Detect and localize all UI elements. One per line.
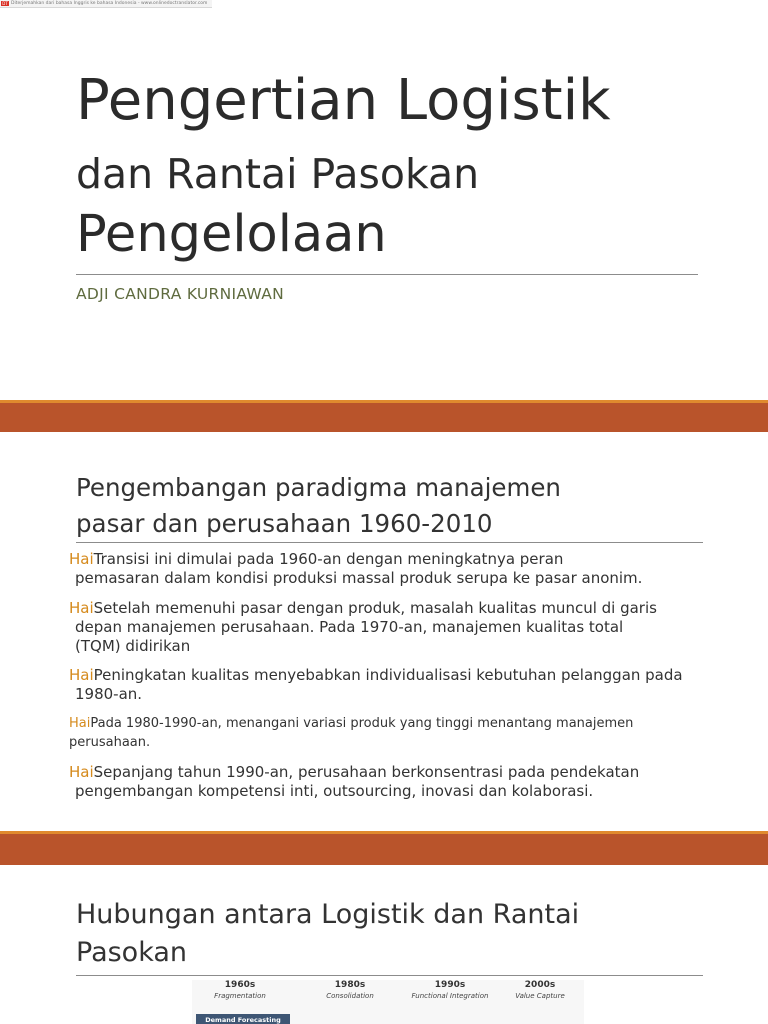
slide3-heading-line2: Pasokan <box>76 937 188 968</box>
timeline-label: Value Capture <box>515 992 565 1000</box>
timeline-year: 2000s <box>524 980 556 990</box>
translator-banner[interactable] <box>0 0 212 8</box>
bullet-item <box>69 714 709 752</box>
timeline-era <box>500 980 580 1001</box>
timeline-label: Fragmentation <box>214 992 266 1000</box>
bullet-item <box>69 763 709 801</box>
translator-banner-text: Diterjemahkan dari bahasa Inggris ke bahasa Indonesia - www.onlinedoctranslator.com <box>11 1 208 6</box>
slide-separator <box>0 400 768 432</box>
slide2-heading-line2: pasar dan perusahaan 1960-2010 <box>76 509 493 538</box>
bullet-continuation: pengembangan kompetensi inti, outsourcing, inovasi dan kolaborasi. <box>75 782 594 800</box>
timeline-era <box>410 980 490 1001</box>
bullet-text: Pada 1980-1990-an, menangani variasi produk yang tinggi menantang manajemen <box>90 716 634 731</box>
bullet-marker: Hai <box>69 716 91 731</box>
slide1-divider <box>76 274 698 275</box>
slide2-divider <box>76 542 703 543</box>
bullet-continuation: pemasaran dalam kondisi produksi massal produk serupa ke pasar anonim. <box>75 569 643 587</box>
bullet-marker: Hai <box>69 599 94 617</box>
timeline-year: 1990s <box>434 980 466 990</box>
bullet-text: Setelah memenuhi pasar dengan produk, masalah kualitas muncul di garis <box>93 599 657 617</box>
slide3-divider <box>76 975 703 976</box>
timeline-figure <box>192 980 584 1024</box>
bullet-continuation: (TQM) didirikan <box>75 637 191 655</box>
slide3-heading <box>76 896 579 972</box>
bullet-text: Transisi ini dimulai pada 1960-an dengan meningkatnya peran <box>93 550 564 568</box>
timeline-year: 1960s <box>224 980 256 990</box>
bullet-item <box>69 599 709 656</box>
slide-separator <box>0 831 768 865</box>
slide1-author: ADJI CANDRA KURNIAWAN <box>76 285 284 303</box>
bullet-marker: Hai <box>69 763 94 781</box>
slide2-heading <box>76 470 561 542</box>
bullet-item <box>69 666 709 704</box>
timeline-era <box>200 980 280 1001</box>
slide1-subtitle-line2: Pengelolaan <box>76 205 387 264</box>
bullet-text: Peningkatan kualitas menyebabkan individualisasi kebutuhan pelanggan pada <box>93 666 683 684</box>
timeline-year: 1980s <box>334 980 366 990</box>
timeline-label: Functional Integration <box>411 992 489 1000</box>
bullet-continuation: depan manajemen perusahaan. Pada 1970-an, manajemen kualitas total <box>75 618 624 636</box>
translator-logo-icon: DT <box>2 1 8 6</box>
bullet-marker: Hai <box>69 550 94 568</box>
bullet-marker: Hai <box>69 666 94 684</box>
bullet-continuation: perusahaan. <box>69 735 151 750</box>
timeline-era <box>310 980 390 1001</box>
bullet-text: Sepanjang tahun 1990-an, perusahaan berkonsentrasi pada pendekatan <box>93 763 640 781</box>
slide3-heading-line1: Hubungan antara Logistik dan Rantai <box>76 899 580 930</box>
slide2-heading-line1: Pengembangan paradigma manajemen <box>76 473 561 502</box>
bullet-item <box>69 550 709 588</box>
demand-forecasting-box: Demand Forecasting <box>196 1014 290 1024</box>
timeline-label: Consolidation <box>326 992 374 1000</box>
slide1-title: Pengertian Logistik <box>76 68 611 133</box>
bullet-continuation: 1980-an. <box>75 685 143 703</box>
slide1-subtitle-line1: dan Rantai Pasokan <box>76 150 480 198</box>
